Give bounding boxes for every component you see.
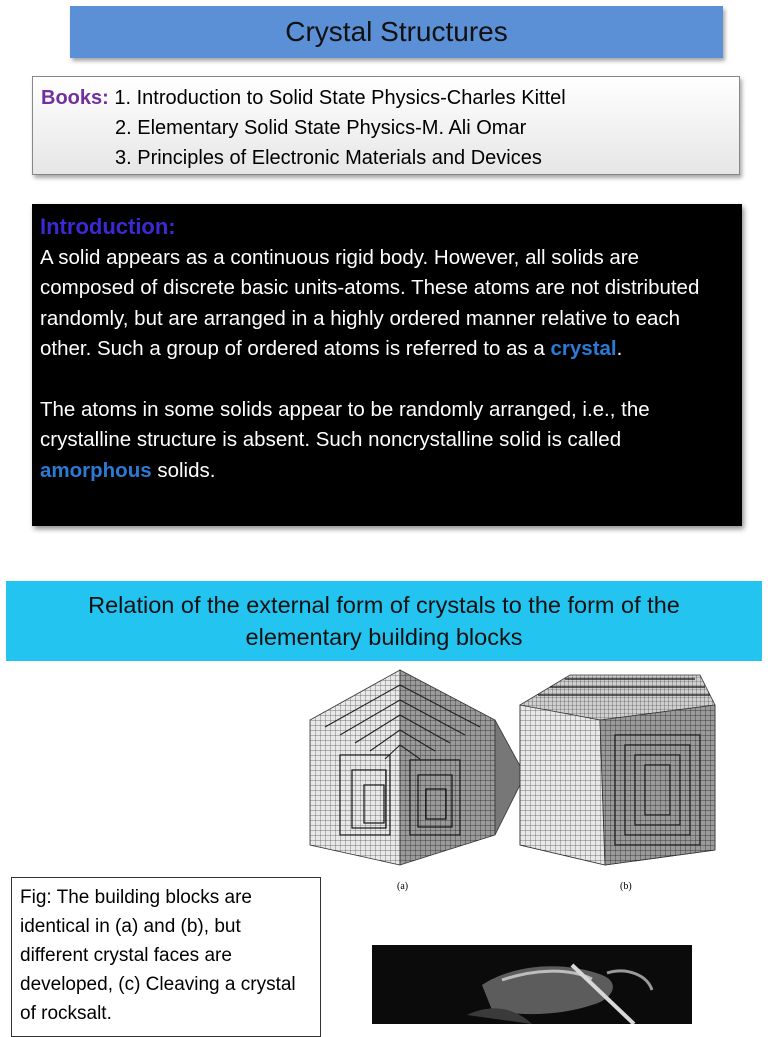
keyword-crystal: crystal: [550, 337, 617, 360]
crystal-figure-a: [310, 670, 525, 865]
crystal-figures-svg: [300, 665, 730, 895]
book-item-3: 3. Principles of Electronic Materials and Devices: [115, 147, 542, 169]
relation-line-1: Relation of the external form of crystals to the form of the: [88, 592, 680, 618]
books-label: Books:: [41, 87, 109, 109]
crystal-figures: [300, 665, 730, 895]
figure-caption: [11, 877, 321, 1037]
rocksalt-photo-svg: [372, 945, 692, 1024]
introduction-paragraph-1: [40, 243, 734, 365]
books-line-1: [41, 83, 739, 113]
figure-label-b: (b): [620, 881, 632, 892]
book-item-2: 2. Elementary Solid State Physics-M. Ali Omar: [115, 117, 527, 139]
relation-line-2: elementary building blocks: [245, 624, 523, 650]
slide-title: [70, 6, 723, 58]
para2-text: The atoms in some solids appear to be randomly arranged, i.e., the crystalline structure is absent. Such noncrystalline solid is called: [40, 397, 650, 451]
para2-end: solids.: [151, 458, 216, 482]
para1-end: .: [616, 337, 623, 360]
relation-heading: [6, 581, 762, 661]
introduction-heading: Introduction:: [40, 214, 176, 239]
book-item-1: 1. Introduction to Solid State Physics-Charles Kittel: [114, 87, 566, 109]
slide-title-text: Crystal Structures: [285, 16, 508, 47]
paragraph-gap: [40, 365, 734, 395]
para1-text: A solid appears as a continuous rigid body. However, all solids are composed of discrete basic units-atoms. These atoms are not distributed randomly, but are arranged in a highly ordered manner relative to each other. Such a group of ordered atoms is referred to as a: [40, 245, 700, 360]
rocksalt-cleaving-photo: [372, 945, 692, 1024]
introduction-paragraph-2: [40, 395, 734, 487]
figure-label-a: (a): [397, 881, 409, 892]
books-box: [32, 76, 740, 175]
figure-caption-text: Fig: The building blocks are identical in (a) and (b), but different crystal faces are developed, (c) Cleaving a crystal of rocksalt.: [20, 887, 296, 1024]
crystal-figure-b: [520, 675, 715, 865]
introduction-box: [32, 204, 742, 526]
keyword-amorphous: amorphous: [40, 458, 152, 482]
